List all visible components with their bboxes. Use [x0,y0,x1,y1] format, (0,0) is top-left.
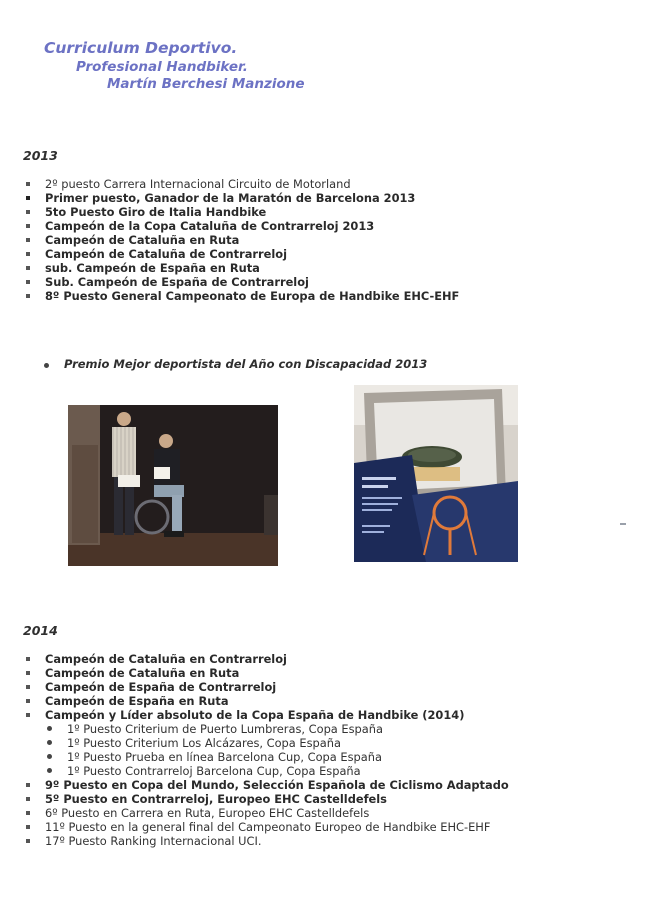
list-item: 6º Puesto en Carrera en Ruta, Europeo EHC Castelldefels [23,806,623,820]
list-item: 5º Puesto en Contrarreloj, Europeo EHC Castelldefels [23,792,623,806]
list-item: Campeón de la Copa Cataluña de Contrarreloj 2013 [23,219,623,233]
list-item: Campeón de España de Contrarreloj [23,680,623,694]
list-item: 5to Puesto Giro de Italia Handbike [23,205,623,219]
list-item: 9º Puesto en Copa del Mundo, Selección Española de Ciclismo Adaptado [23,778,623,792]
list-item: 11º Puesto en la general final del Campeonato Europeo de Handbike EHC-EHF [23,820,623,834]
list-item: 8º Puesto General Campeonato de Europa de Handbike EHC-EHF [23,289,623,303]
list-item: sub. Campeón de España en Ruta [23,261,623,275]
list-item: Sub. Campeón de España de Contrarreloj [23,275,623,289]
section-year-2014: 2014 [23,623,58,638]
list-item: 17º Puesto Ranking Internacional UCI. [23,834,623,848]
list-item: Campeón y Líder absoluto de la Copa España de Handbike (2014) [23,708,623,722]
list-item: 2º puesto Carrera Internacional Circuito de Motorland [23,177,623,191]
list-item: Campeón de Cataluña en Contrarreloj [23,652,623,666]
medal-photo [354,385,518,562]
award-item: Premio Mejor deportista del Año con Discapacidad 2013 [44,357,427,371]
document-subtitle: Profesional Handbiker. [76,59,248,75]
list-item: Campeón de Cataluña en Ruta [23,666,623,680]
list-item: Campeón de Cataluña en Ruta [23,233,623,247]
document-title: Curriculum Deportivo. [44,39,238,57]
achievements-list-2014 [23,652,623,848]
athlete-name: Martín Berchesi Manzione [107,76,305,92]
list-item: Campeón de Cataluña de Contrarreloj [23,247,623,261]
list-item: Primer puesto, Ganador de la Maratón de Barcelona 2013 [23,191,623,205]
medal-image [354,385,518,562]
list-item: Campeón de España en Ruta [23,694,623,708]
list-subitem: 1º Puesto Prueba en línea Barcelona Cup, Copa España [23,750,623,764]
scan-speck [620,523,626,525]
list-subitem: 1º Puesto Contrarreloj Barcelona Cup, Copa España [23,764,623,778]
section-year-2013: 2013 [23,148,58,163]
list-subitem: 1º Puesto Criterium Los Alcázares, Copa España [23,736,623,750]
achievements-list-2013 [23,177,623,303]
ceremony-image [68,405,278,566]
list-subitem: 1º Puesto Criterium de Puerto Lumbreras, Copa España [23,722,623,736]
award-ceremony-photo [68,405,278,566]
